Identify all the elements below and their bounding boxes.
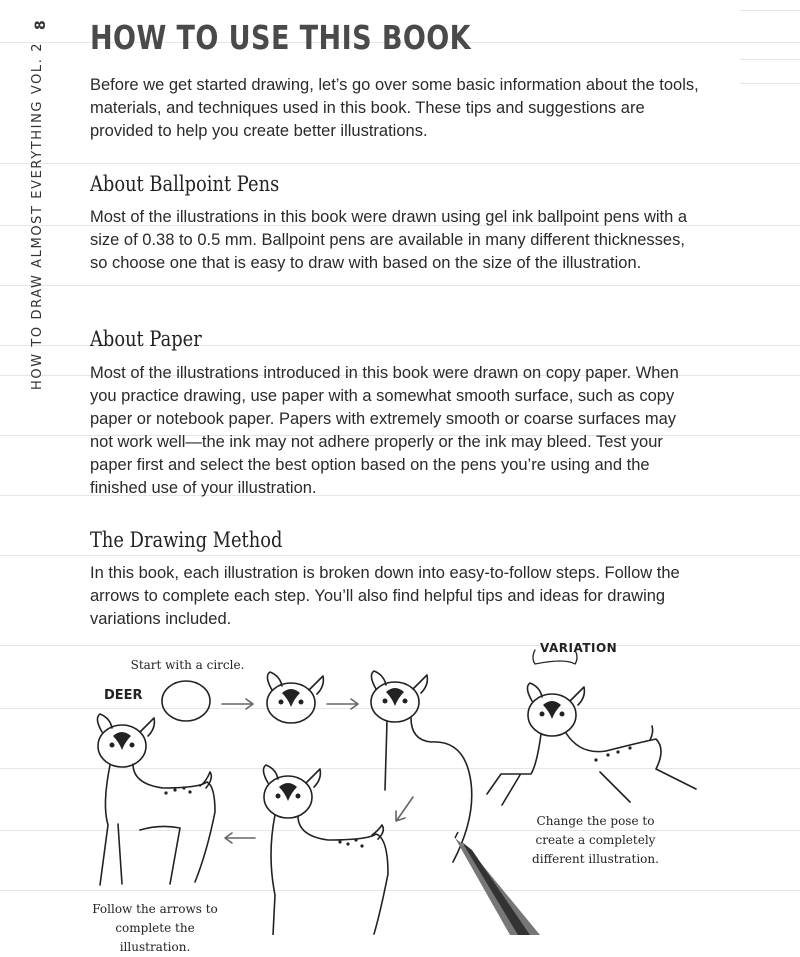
ruled-line bbox=[0, 555, 800, 556]
section-heading-paper: About Paper bbox=[90, 327, 202, 351]
ruled-line bbox=[740, 59, 800, 60]
arrow-right-icon bbox=[222, 699, 253, 709]
ruled-line bbox=[0, 163, 800, 164]
running-title: HOW TO DRAW ALMOST EVERYTHING VOL. 2 bbox=[30, 41, 45, 390]
section-body-paper: Most of the illustrations introduced in this book were drawn on copy paper. When you practice drawing, use paper with a somewhat smooth surface, such as copy paper or notebook paper. Papers with extremely smooth or coarse surfaces may not work well—the ink may not adhere properly or the ink may bleed. Test your paper first and select the best option based on the pens you’re using and the finished use of your illustration. bbox=[90, 364, 679, 497]
page-title: HOW TO USE THIS BOOK bbox=[90, 18, 472, 57]
deer-complete-icon bbox=[97, 714, 215, 885]
deer-drawing-steps bbox=[0, 630, 800, 935]
section-heading-pens: About Ballpoint Pens bbox=[90, 172, 280, 196]
section-body-pens: Most of the illustrations in this book were drawn using gel ink ballpoint pens with a size of 0.38 to 0.5 mm. Ballpoint pens are available in many different thicknesses, so choose one that is easy to draw with based on the size of the illustration. bbox=[90, 208, 688, 272]
ruled-line bbox=[740, 83, 800, 84]
section-body-method: In this book, each illustration is broken down into easy-to-follow steps. Follow the arrows to complete each step. You’ll also find helpful tips and ideas for drawing variations included. bbox=[90, 564, 680, 628]
caption-variation-line: different illustration. bbox=[532, 852, 659, 866]
page-number: 8 bbox=[33, 20, 49, 30]
intro-paragraph: Before we get started drawing, let’s go over some basic information about the tools, materials, and techniques used in this book. These tips and suggestions are provided to help you create better illustrations. bbox=[90, 76, 699, 140]
caption-variation-line: create a completely bbox=[535, 833, 656, 847]
ruled-line bbox=[0, 285, 800, 286]
arrow-right-icon bbox=[327, 699, 358, 709]
section-heading-method: The Drawing Method bbox=[90, 528, 283, 552]
arrow-down-left-icon bbox=[396, 797, 413, 821]
caption-follow bbox=[80, 900, 230, 957]
caption-start: Start with a circle. bbox=[130, 658, 245, 672]
caption-variation-line: Change the pose to bbox=[536, 814, 655, 828]
circle-step-icon bbox=[162, 681, 210, 721]
deer-leaping-icon bbox=[487, 650, 696, 805]
ruled-line bbox=[740, 10, 800, 11]
caption-follow-line: Follow the arrows to bbox=[92, 902, 218, 916]
caption-follow-line: complete the illustration. bbox=[115, 921, 195, 954]
caption-variation bbox=[528, 812, 663, 869]
variation-label: VARIATION bbox=[540, 641, 618, 655]
subject-label: DEER bbox=[104, 688, 143, 703]
arrow-left-icon bbox=[225, 833, 255, 843]
